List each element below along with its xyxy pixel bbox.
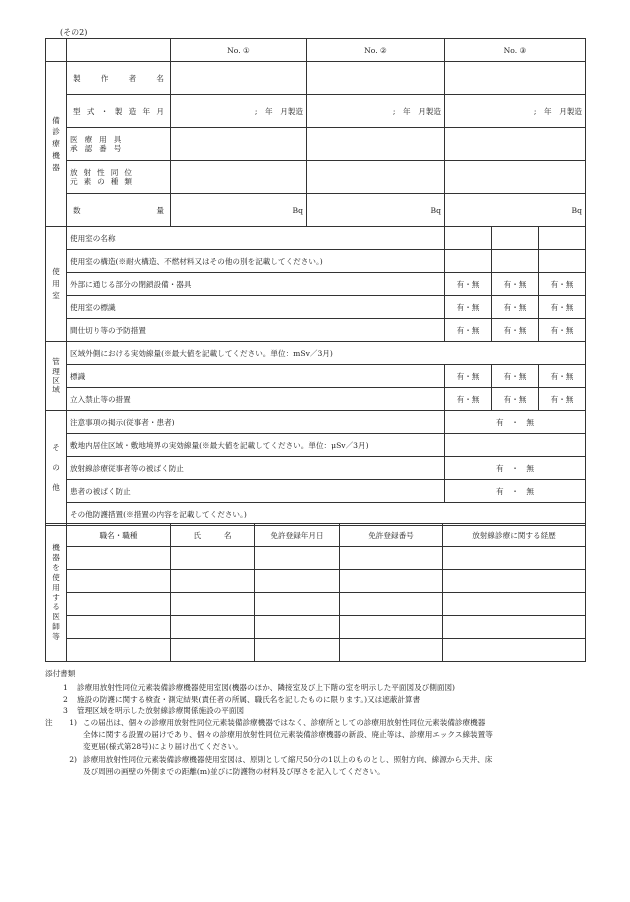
doctors-cell[interactable]	[171, 616, 255, 639]
doctors-header-row	[46, 524, 586, 547]
doctors-cell[interactable]	[255, 639, 340, 662]
note-item: 2) 診療用放射性同位元素装備診療機器使用室図は、原則として縮尺50分の1以上のものとし、照射方向、線源から天井、床 及び周囲の画壁の外側までの距離(m)並びに防護物の材料及び厚さを記入してください。	[69, 755, 493, 777]
doctors-row	[46, 570, 586, 593]
equip-quantity-2[interactable]: Bq	[307, 194, 445, 227]
note-item: 注 1) この届出は、個々の診療用放射性同位元素装備診療機器ではなく、診療所としての診療用放射性同位元素装備診療機器 全体に関する設置の届けであり、個々の診療用放射性同位元素装備診療機器の新設、廃止等は、診療用エックス線装置等 変更届(様式第28号)により届け出てください。	[45, 718, 493, 751]
room-group-label: 使 用 室	[46, 227, 67, 342]
form-table	[45, 38, 586, 526]
equip-row-isotope	[46, 161, 586, 194]
room-row-partition	[46, 319, 586, 342]
doctors-cell[interactable]	[171, 547, 255, 570]
page-label: (その2)	[60, 28, 88, 37]
control-sign-2[interactable]: 有・無	[492, 365, 539, 388]
room-row-closure	[46, 273, 586, 296]
other-label-notice: 注意事項の掲示(従事者・患者)	[67, 411, 445, 434]
units-header-row	[46, 39, 586, 62]
control-sign-3[interactable]: 有・無	[539, 365, 586, 388]
doctors-header-title: 職名・職種	[67, 524, 171, 547]
equip-row-model	[46, 95, 586, 128]
doctors-cell[interactable]	[443, 547, 586, 570]
control-label-entry: 立入禁止等の措置	[67, 388, 445, 411]
room-sign-2[interactable]: 有・無	[492, 296, 539, 319]
room-closure-2[interactable]: 有・無	[492, 273, 539, 296]
equip-isotope-1[interactable]	[171, 161, 307, 194]
control-sign-1[interactable]: 有・無	[445, 365, 492, 388]
notes-section	[45, 668, 605, 778]
equip-isotope-3[interactable]	[445, 161, 586, 194]
room-label-sign: 使用室の標識	[67, 296, 445, 319]
other-row-notice	[46, 411, 586, 434]
doctors-cell[interactable]	[255, 570, 340, 593]
other-worker-value[interactable]: 有 ・ 無	[445, 457, 586, 480]
doctors-cell[interactable]	[255, 593, 340, 616]
control-row-sign	[46, 365, 586, 388]
other-group-label: そ の 他	[46, 411, 67, 526]
room-label-structure: 使用室の構造(※耐火構造、不燃材料又はその他の別を記載してください。)	[67, 250, 445, 273]
doctors-group-label: 機 器 を 使 用 す る 医 師 等	[46, 524, 67, 662]
room-structure-1[interactable]	[445, 250, 492, 273]
room-sign-1[interactable]: 有・無	[445, 296, 492, 319]
doctors-cell[interactable]	[171, 593, 255, 616]
unit-no-3: No. ③	[445, 39, 586, 62]
doctors-cell[interactable]	[340, 547, 443, 570]
doctors-header-license-date: 免許登録年月日	[255, 524, 340, 547]
attachments-heading: 添付書類	[45, 669, 76, 678]
doctors-header-career: 放射線診療に関する経歴	[443, 524, 586, 547]
note-prefix: 注	[45, 718, 53, 728]
equip-isotope-2[interactable]	[307, 161, 445, 194]
room-structure-3[interactable]	[539, 250, 586, 273]
doctors-row	[46, 639, 586, 662]
room-row-structure	[46, 250, 586, 273]
equip-label-isotope: 放射性同位 元素の種類	[67, 161, 171, 194]
unit-no-1: No. ①	[171, 39, 307, 62]
doctors-cell[interactable]	[67, 616, 171, 639]
doctors-header-license-number: 免許登録番号	[340, 524, 443, 547]
doctors-row	[46, 547, 586, 570]
doctors-cell[interactable]	[443, 639, 586, 662]
room-name-1[interactable]	[445, 227, 492, 250]
control-group-label: 管 理 区 域	[46, 342, 67, 411]
equip-label-model: 型式・製造年月	[67, 95, 171, 128]
equip-row-maker	[46, 62, 586, 95]
other-row-boundary	[46, 434, 586, 457]
control-entry-3[interactable]: 有・無	[539, 388, 586, 411]
control-row-dose	[46, 342, 586, 365]
doctors-cell[interactable]	[255, 547, 340, 570]
control-label-dose: 区域外側における実効線量(※最大値を記載してください。単位：mSv／3月)	[67, 342, 586, 365]
equip-label-maker: 製作者名	[67, 62, 171, 95]
doctors-row	[46, 593, 586, 616]
attachment-item: 3 管理区域を明示した放射線診療関係施設の平面図	[63, 706, 245, 716]
doctors-cell[interactable]	[171, 639, 255, 662]
room-row-name	[46, 227, 586, 250]
doctors-header-name: 氏 名	[171, 524, 255, 547]
other-notice-value[interactable]: 有 ・ 無	[445, 411, 586, 434]
room-closure-3[interactable]: 有・無	[539, 273, 586, 296]
room-name-3[interactable]	[539, 227, 586, 250]
equip-model-1[interactable]: ; 年 月製造	[171, 95, 307, 128]
doctors-cell[interactable]	[443, 616, 586, 639]
equip-approval-2[interactable]	[307, 128, 445, 161]
room-partition-3[interactable]: 有・無	[539, 319, 586, 342]
equip-group-label: 備 診 療 機 器	[46, 62, 67, 227]
equip-maker-3[interactable]	[445, 62, 586, 95]
other-label-patient: 患者の被ばく防止	[67, 480, 445, 503]
equip-maker-2[interactable]	[307, 62, 445, 95]
doctors-cell[interactable]	[67, 547, 171, 570]
other-boundary-value[interactable]	[445, 434, 586, 457]
doctors-cell[interactable]	[443, 593, 586, 616]
room-partition-1[interactable]: 有・無	[445, 319, 492, 342]
other-row-worker	[46, 457, 586, 480]
other-row-patient	[46, 480, 586, 503]
equip-quantity-1[interactable]: Bq	[171, 194, 307, 227]
equip-maker-1[interactable]	[171, 62, 307, 95]
room-label-partition: 間仕切り等の予防措置	[67, 319, 445, 342]
doctors-cell[interactable]	[443, 570, 586, 593]
equip-quantity-3[interactable]: Bq	[445, 194, 586, 227]
other-patient-value[interactable]: 有 ・ 無	[445, 480, 586, 503]
doctors-cell[interactable]	[67, 570, 171, 593]
equip-model-2[interactable]: ; 年 月製造	[307, 95, 445, 128]
room-partition-2[interactable]: 有・無	[492, 319, 539, 342]
doctors-cell[interactable]	[340, 593, 443, 616]
doctors-cell[interactable]	[340, 616, 443, 639]
room-sign-3[interactable]: 有・無	[539, 296, 586, 319]
doctors-cell[interactable]	[67, 593, 171, 616]
room-row-sign	[46, 296, 586, 319]
doctors-cell[interactable]	[340, 639, 443, 662]
equip-label-approval: 医療用具 承認番号	[67, 128, 171, 161]
room-label-name: 使用室の名称	[67, 227, 445, 250]
equip-label-quantity: 数量	[67, 194, 171, 227]
unit-no-2: No. ②	[307, 39, 445, 62]
equip-row-approval	[46, 128, 586, 161]
room-name-2[interactable]	[492, 227, 539, 250]
doctors-row	[46, 616, 586, 639]
control-entry-2[interactable]: 有・無	[492, 388, 539, 411]
control-entry-1[interactable]: 有・無	[445, 388, 492, 411]
attachment-item: 1 診療用放射性同位元素装備診療機器使用室図(機器のほか、隣接室及び上下階の室を明示した平面図及び側面図)	[63, 682, 456, 692]
equip-approval-1[interactable]	[171, 128, 307, 161]
equip-model-3[interactable]: ; 年 月製造	[445, 95, 586, 128]
doctors-cell[interactable]	[340, 570, 443, 593]
doctors-cell[interactable]	[67, 639, 171, 662]
doctors-cell[interactable]	[255, 616, 340, 639]
room-label-closure: 外部に通じる部分の閉鎖設備・器具	[67, 273, 445, 296]
doctors-cell[interactable]	[171, 570, 255, 593]
control-label-sign: 標識	[67, 365, 445, 388]
other-label-protection: その他防護措置(※措置の内容を記載してください。)	[67, 503, 586, 526]
control-row-entry	[46, 388, 586, 411]
room-structure-2[interactable]	[492, 250, 539, 273]
attachment-item: 2 施設の防護に関する検査・測定結果(責任者の所属、職氏名を記したものに限ります。)又は遮蔽計算書	[63, 694, 421, 704]
equip-approval-3[interactable]	[445, 128, 586, 161]
other-label-worker: 放射線診療従事者等の被ばく防止	[67, 457, 445, 480]
equip-row-quantity	[46, 194, 586, 227]
doctors-table	[45, 523, 586, 662]
room-closure-1[interactable]: 有・無	[445, 273, 492, 296]
other-label-boundary: 敷地内居住区域・敷地境界の実効線量(※最大値を記載してください。単位：μSv／3月)	[67, 434, 445, 457]
